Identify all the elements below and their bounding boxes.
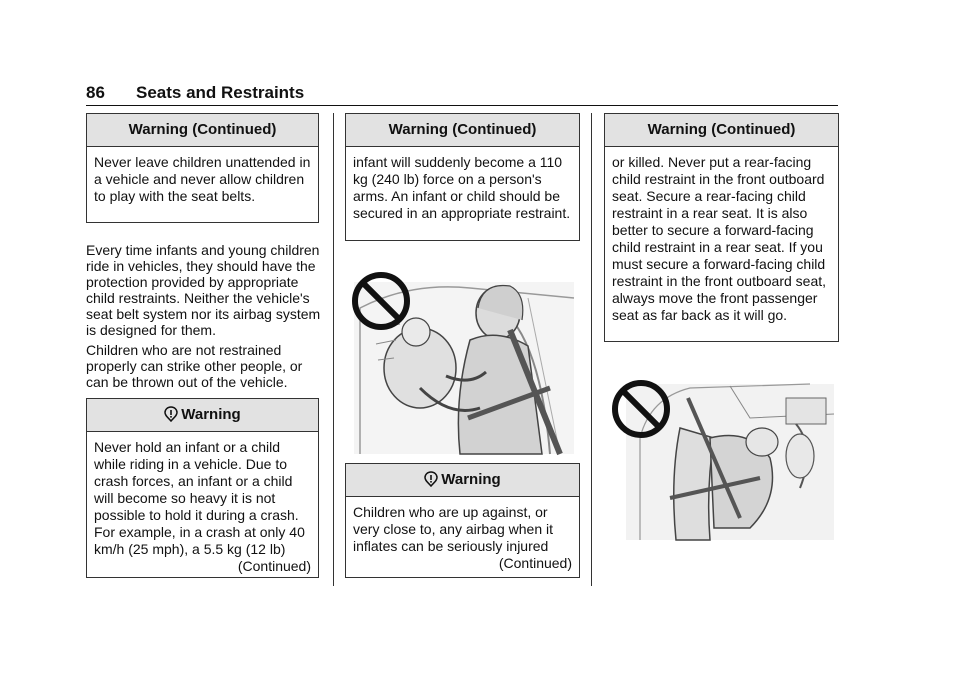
warning-box-text: Children who are up against, or very close to, any airbag when it inflates can be seriously injured <box>353 504 553 554</box>
continued-label: (Continued) <box>237 558 311 574</box>
column-divider <box>591 113 592 586</box>
prohibition-icon <box>350 270 412 332</box>
warning-box-continued <box>86 113 319 223</box>
page-number: 86 <box>86 83 105 102</box>
warning-box-text: Never hold an infant or a child while riding in a vehicle. Due to crash forces, an infant or a child will become so heavy it is not possible to hold it during a crash. For example, in a crash at only 40 km/h (25 mph), a 5.5 kg (12 lb) <box>94 439 305 557</box>
warning-box-text: or killed. Never put a rear-facing child restraint in the front outboard seat. Secure a rear-facing child restraint in a rear seat. It is also better to secure a forward-facing child restraint in a rear seat. If you must secure a forward-facing child restraint in the front outboard seat, always move the front passenger seat as far back as it will go. <box>612 154 827 323</box>
body-paragraph: Children who are not restrained properly can strike other people, or can be thrown out of the vehicle. <box>86 342 303 390</box>
warning-box-title: Warning <box>441 471 501 488</box>
warning-box-text: Never leave children unattended in a vehicle and never allow children to play with the seat belts. <box>94 154 311 204</box>
warning-icon <box>164 402 178 434</box>
warning-box-continued <box>604 113 839 342</box>
warning-box-title: Warning (Continued) <box>346 114 579 147</box>
section-title: Seats and Restraints <box>136 83 305 102</box>
prohibition-icon <box>610 378 672 440</box>
warning-box-text: infant will suddenly become a 110 kg (240 lb) force on a person's arms. An infant or child should be secured in an appropriate restraint. <box>353 154 571 221</box>
illustration-unrestrained-infant <box>350 268 578 456</box>
continued-label: (Continued) <box>498 555 572 571</box>
warning-box-title: Warning (Continued) <box>87 114 318 147</box>
illustration-rear-facing-seat <box>610 378 836 542</box>
warning-box <box>345 463 580 578</box>
warning-box-title: Warning (Continued) <box>605 114 838 147</box>
warning-box <box>86 398 319 578</box>
warning-box-title: Warning <box>181 406 241 423</box>
page-header <box>86 81 838 106</box>
warning-box-continued <box>345 113 580 241</box>
body-paragraph: Every time infants and young children ride in vehicles, they should have the protection provided by appropriate child restraints. Neither the vehicle's seat belt system nor its airbag system is designed for them. <box>86 242 321 338</box>
column-divider <box>333 113 334 586</box>
warning-icon <box>424 467 438 499</box>
